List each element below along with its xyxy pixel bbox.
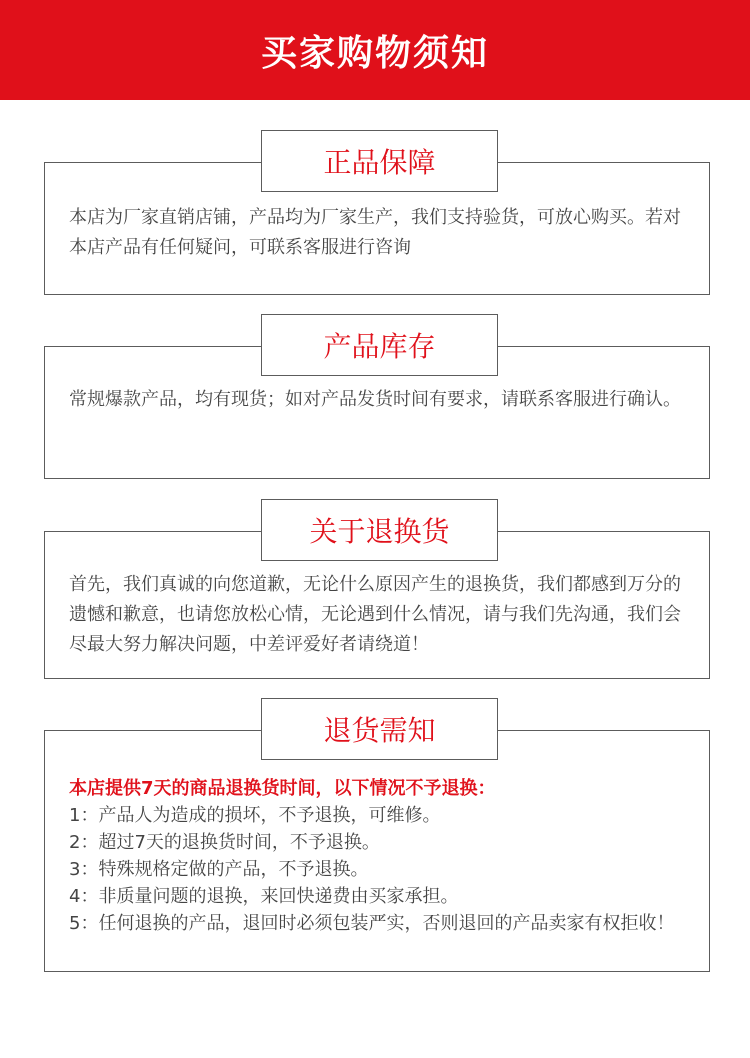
section-returns xyxy=(44,515,710,679)
list-item: 3：特殊规格定做的产品，不予退换。 xyxy=(69,859,369,880)
section-title: 产品库存 xyxy=(261,314,498,376)
section-text: 常规爆款产品，均有现货；如对产品发货时间有要求，请联系客服进行确认。 xyxy=(69,389,681,410)
section-title: 关于退换货 xyxy=(261,499,498,561)
list-item: 4：非质量问题的退换，来回快递费由买家承担。 xyxy=(69,886,459,907)
section-quality-guarantee xyxy=(44,146,710,295)
section-return-notice xyxy=(44,714,710,972)
section-title: 正品保障 xyxy=(261,130,498,192)
section-title: 退货需知 xyxy=(261,698,498,760)
section-text: 首先，我们真诚的向您道歉，无论什么原因产生的退换货，我们都感到万分的遗憾和歉意，也请您放松心情，无论遇到什么情况，请与我们先沟通，我们会尽最大努力解决问题，中差评爱好者请绕道！ xyxy=(69,574,681,655)
return-rules-list xyxy=(69,775,683,937)
section-text: 本店为厂家直销店铺，产品均为厂家生产，我们支持验货，可放心购买。若对本店产品有任何疑问，可联系客服进行咨询 xyxy=(69,207,681,258)
page-title: 买家购物须知 xyxy=(260,32,489,74)
list-item: 1：产品人为造成的损坏，不予退换，可维修。 xyxy=(69,805,441,826)
list-item: 5：任何退换的产品，退回时必须包装严实，否则退回的产品卖家有权拒收！ xyxy=(69,913,675,934)
section-stock xyxy=(44,330,710,479)
header-banner xyxy=(0,0,750,100)
return-policy-highlight: 本店提供7天的商品退换货时间，以下情况不予退换： xyxy=(69,778,496,799)
list-item: 2：超过7天的退换货时间，不予退换。 xyxy=(69,832,380,853)
